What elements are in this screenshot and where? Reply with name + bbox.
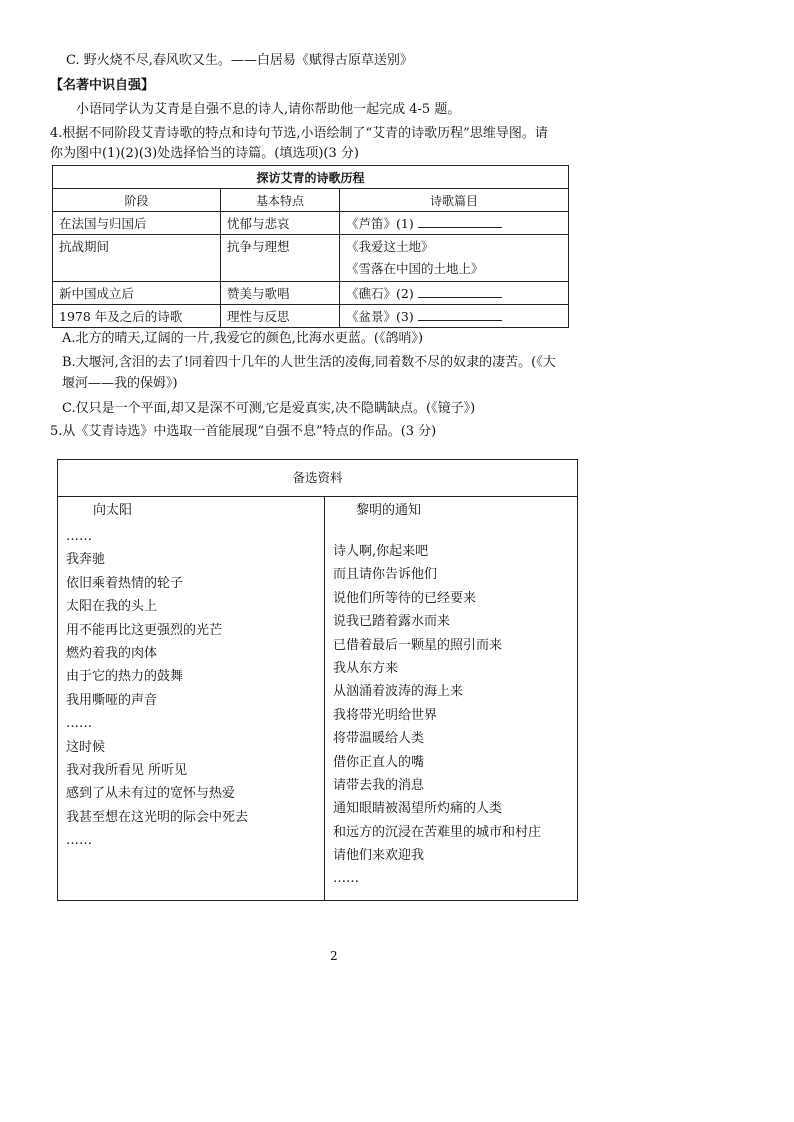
poem-line: 我将带光明给世界 [333,707,438,723]
poem-line: …… [333,871,359,887]
stage-cell: 在法国与归国后 [53,212,221,235]
poem-right-title: 黎明的通知 [356,503,422,518]
option-c: C.仅只是一个平面,却又是深不可测,它是爱真实,决不隐瞒缺点。(《镜子》) [62,401,476,416]
stage-cell: 1978 年及之后的诗歌 [53,305,221,328]
poem-line: 太阳在我的头上 [66,599,158,615]
poem-line: 感到了从未有过的宽怀与热爱 [66,786,236,802]
feature-cell: 赞美与歌唱 [221,282,340,305]
poems-cell [340,282,569,305]
poem-line: 由于它的热力的鼓舞 [66,669,184,685]
poem-title: 《我爱这土地》 [346,239,434,254]
feature-cell: 理性与反思 [221,305,340,328]
header-feature: 基本特点 [221,189,340,212]
poem-left-column [66,497,248,852]
poem-line: 这时候 [66,739,106,755]
poem-title: 《芦笛》(1) [346,216,414,231]
poem-line: …… [66,716,92,732]
poems-cell [340,305,569,328]
header-stage: 阶段 [53,189,221,212]
poem-line: 我甚至想在这光明的际会中死去 [66,809,249,825]
poem-line: …… [66,529,92,544]
poem-line: 请他们来欢迎我 [333,848,425,864]
poem-title: 《雪落在中国的土地上》 [346,261,484,276]
feature-cell: 忧郁与悲哀 [221,212,340,235]
table-title: 探访艾青的诗歌历程 [53,166,569,189]
poem-line: 借你正直人的嘴 [333,754,425,770]
poem-line: 将带温暖给人类 [333,731,425,747]
option-a: A.北方的晴天,辽阔的一片,我爱它的颜色,比海水更蓝。(《鸽哨》) [62,331,424,346]
table-row [53,305,569,328]
materials-title: 备选资料 [58,460,577,497]
poem-line: 请带去我的消息 [333,777,425,793]
option-b-line-2: 堰河——我的保姆》) [62,376,178,391]
poem-line: 而且请你告诉他们 [333,567,438,583]
poem-line: 通知眼睛被渴望所灼痛的人类 [333,801,503,817]
poems-cell [340,212,569,235]
poem-line: 我从东方来 [333,660,399,676]
poem-line: 和远方的沉浸在苦难里的城市和村庄 [333,824,542,840]
question-5: 5.从《艾青诗选》中选取一首能展现“自强不息”特点的作品。(3 分) [50,424,437,439]
poem-line: 我用嘶哑的声音 [66,692,158,708]
poem-line: 用不能再比这更强烈的光芒 [66,622,223,638]
poem-line: 我奔驰 [66,552,106,568]
section-title: 【名著中识自强】 [50,78,155,93]
poem-left-title: 向太阳 [93,503,133,518]
intro-text: 小语同学认为艾青是自强不息的诗人,请你帮助他一起完成 4-5 题。 [76,102,461,117]
poem-right-column [333,497,541,891]
poem-line: 从汹涌着波涛的海上来 [333,684,464,700]
table-row [53,235,569,282]
table-row [53,282,569,305]
materials-box [57,459,578,901]
poem-title: 《礁石》(2) [346,286,414,301]
stage-cell: 新中国成立后 [53,282,221,305]
poem-line: 燃灼着我的肉体 [66,645,158,661]
stage-cell: 抗战期间 [53,235,221,282]
poem-line: 已借着最后一颗星的照引而来 [333,637,503,653]
page-number: 2 [330,949,338,963]
option-b-line-1: B.大堰河,含泪的去了!同着四十几年的人世生活的凌侮,同着数不尽的奴隶的凄苦。(《大 [62,355,556,370]
column-divider [324,497,325,900]
answer-blank-3[interactable] [418,308,502,321]
poems-cell [340,235,569,282]
poem-line: …… [66,833,92,849]
poem-line: 依旧乘着热情的轮子 [66,575,184,591]
option-c-line: C. 野火烧不尽,春风吹又生。——白居易《赋得古原草送别》 [66,53,413,68]
feature-cell: 抗争与理想 [221,235,340,282]
table-row [53,212,569,235]
question-4-line-1: 4.根据不同阶段艾青诗歌的特点和诗句节选,小语绘制了“艾青的诗歌历程”思维导图。请 [50,126,548,141]
poem-line: 诗人啊,你起来吧 [333,544,429,559]
question-4-line-2: 你为图中(1)(2)(3)处选择恰当的诗篇。(填选项)(3 分) [50,146,359,161]
poem-line: 说他们所等待的已经要来 [333,590,477,606]
poem-title: 《盆景》(3) [346,309,414,324]
answer-blank-2[interactable] [418,285,502,298]
poem-line: 说我已踏着露水而来 [333,614,451,630]
poetry-history-table [52,165,569,328]
answer-blank-1[interactable] [418,215,502,228]
poem-line: 我对我所看见 所听见 [66,762,188,778]
header-poems: 诗歌篇目 [340,189,569,212]
